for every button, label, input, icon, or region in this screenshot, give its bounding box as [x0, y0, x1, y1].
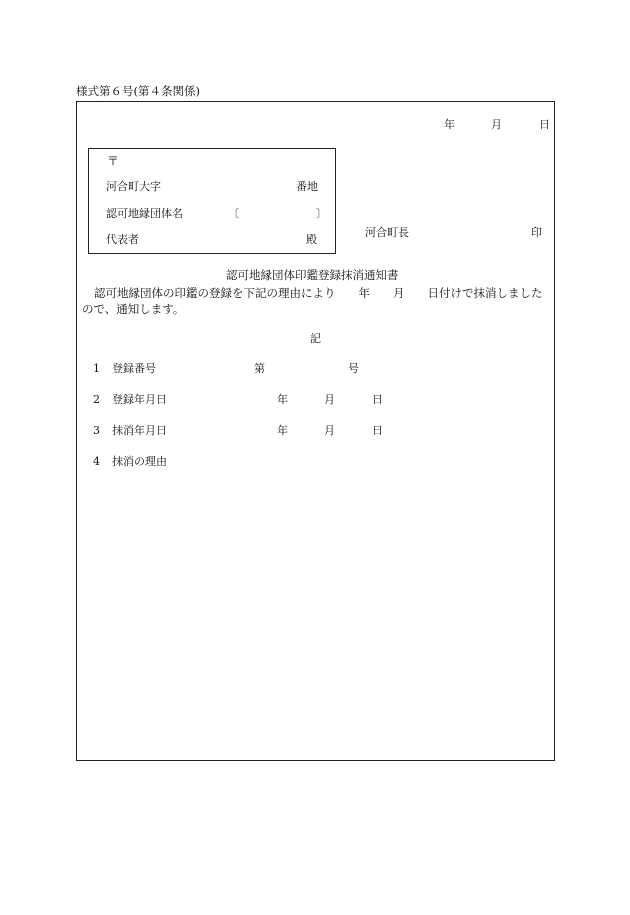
item-registration-suffix: 号	[348, 362, 359, 375]
town-prefix: 河合町大字	[106, 180, 161, 193]
item-label: 登録番号	[112, 362, 156, 375]
issuer-title: 河合町長	[365, 226, 409, 239]
item-day: 日	[372, 424, 383, 437]
bracket-close: 〕	[316, 207, 327, 220]
date-year-label: 年	[444, 118, 455, 131]
item-number: 1	[93, 362, 100, 375]
group-name-label: 認可地縁団体名	[106, 207, 183, 220]
item-year: 年	[277, 424, 288, 437]
item-month: 月	[324, 393, 335, 406]
item-year: 年	[277, 393, 288, 406]
ki-label: 記	[310, 332, 321, 345]
seal-mark: 印	[531, 226, 542, 239]
item-number: 2	[93, 393, 100, 406]
item-label: 抹消年月日	[112, 424, 167, 437]
bracket-open: 〔	[228, 207, 239, 220]
date-month-label: 月	[491, 118, 502, 131]
item-day: 日	[372, 393, 383, 406]
date-day-label: 日	[539, 118, 550, 131]
item-registration-prefix: 第	[254, 362, 265, 375]
body-text	[82, 285, 552, 317]
item-month: 月	[324, 424, 335, 437]
honorific: 殿	[306, 233, 317, 246]
body-text-content: 認可地縁団体の印鑑の登録を下記の理由により 年 月 日付けで抹消しましたので、通知します。	[82, 286, 543, 316]
postal-mark: 〒	[107, 154, 120, 168]
lot-suffix: 番地	[296, 180, 318, 193]
document-title: 認可地縁団体印鑑登録抹消通知書	[226, 268, 399, 282]
item-number: 3	[93, 424, 100, 437]
form-number-label: 様式第６号(第４条関係)	[76, 84, 200, 98]
representative-label: 代表者	[106, 233, 139, 246]
item-number: 4	[93, 455, 100, 468]
item-label: 登録年月日	[112, 393, 167, 406]
item-label: 抹消の理由	[112, 455, 167, 468]
